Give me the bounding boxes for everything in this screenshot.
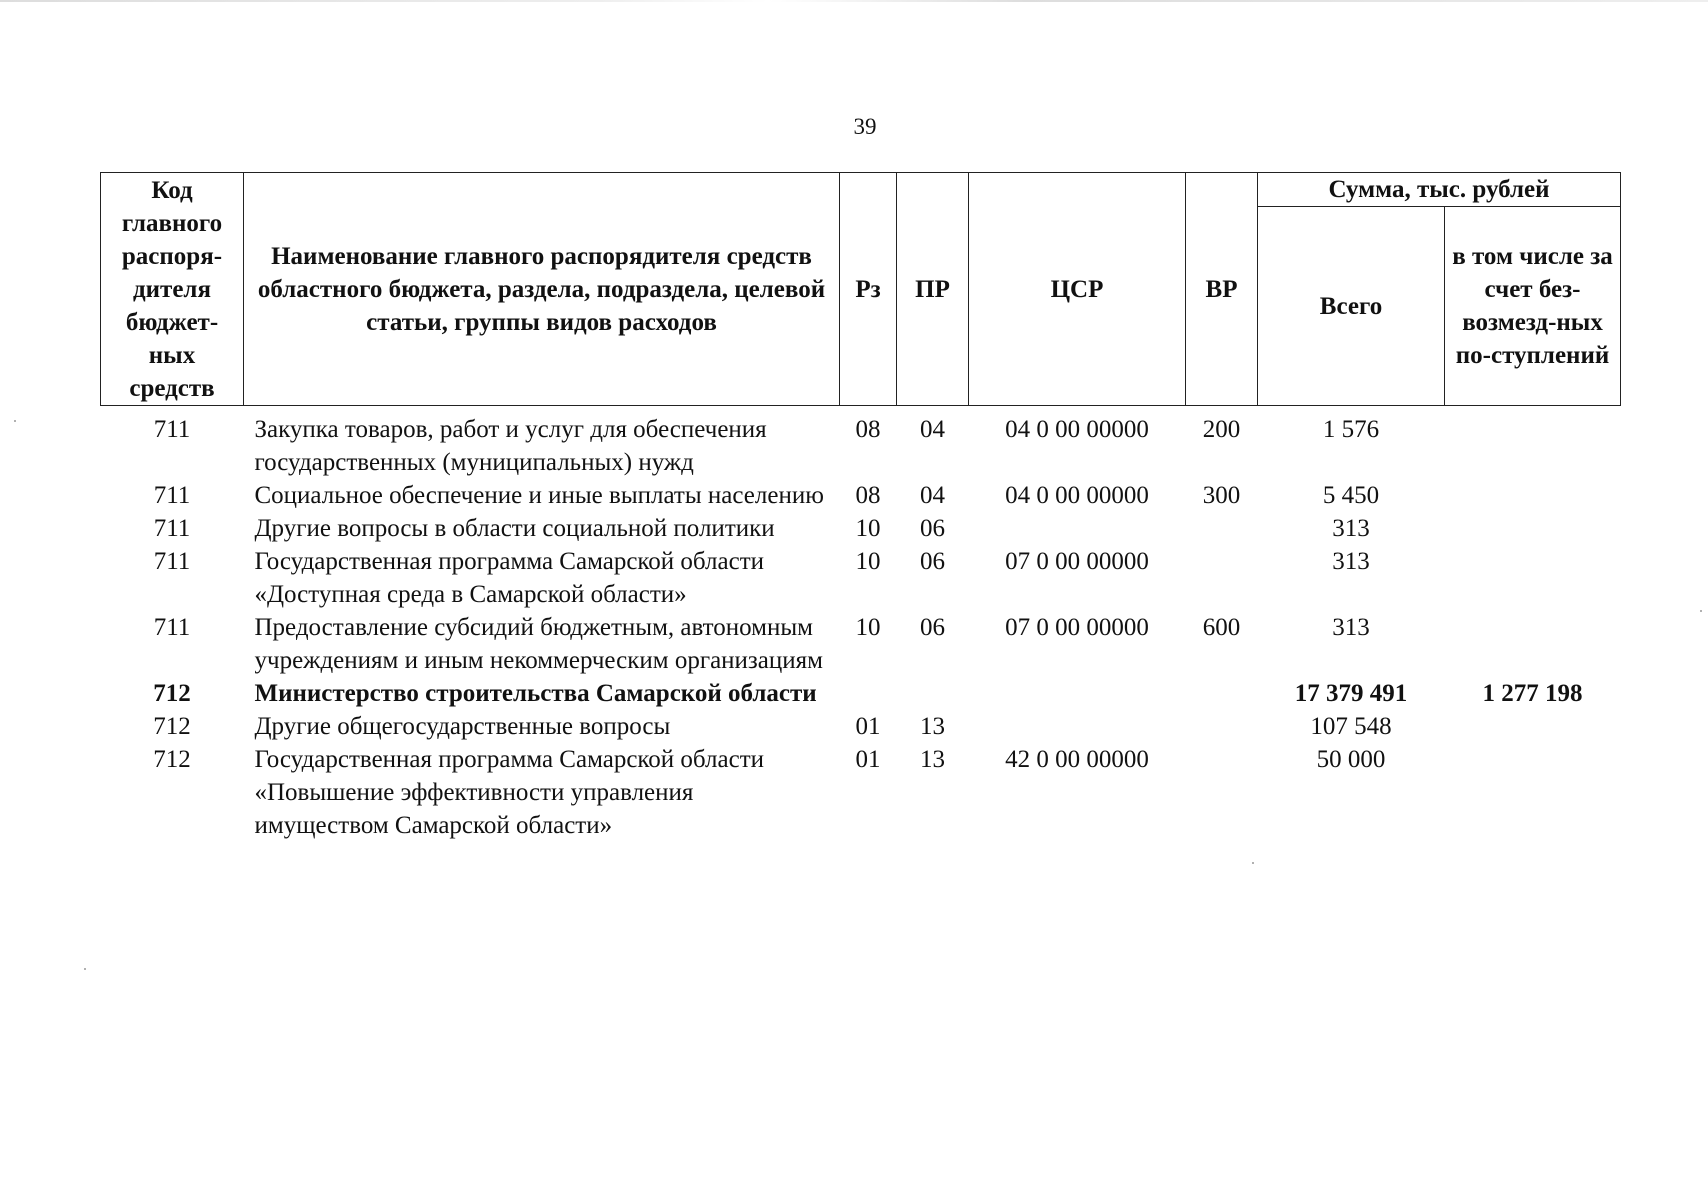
row-name: Предоставление субсидий бюджетным, автономным учреждениям и иным некоммерческим организациям [254,614,823,674]
row-rz: 10 [855,614,881,641]
row-code: 711 [153,515,191,542]
row-csr: 07 0 00 00000 [1005,614,1149,641]
header-name: Наименование главного распорядителя средств областного бюджета, раздела, подраздела, целевой статьи, группы видов расходов [244,173,840,406]
row-csr: 04 0 00 00000 [1005,482,1149,509]
row-total: 1 576 [1322,416,1380,443]
row-csr: 04 0 00 00000 [1005,416,1149,443]
row-csr: 07 0 00 00000 [1005,548,1149,575]
row-total: 50 000 [1316,746,1386,773]
scan-speck [84,968,86,970]
scan-speck [14,420,16,422]
row-vr [1186,677,1258,710]
row-incl [1445,479,1621,512]
table-row [101,479,1621,512]
row-name: Социальное обеспечение и иные выплаты населению [254,482,824,509]
row-name: Закупка товаров, работ и услуг для обеспечения государственных (муниципальных) нужд [254,416,767,476]
table-row [101,406,1621,480]
header-vr: ВР [1186,173,1258,406]
table-row [101,512,1621,545]
row-pr [897,677,969,710]
row-code: 712 [153,713,191,740]
budget-table [100,172,1621,842]
row-total: 313 [1332,515,1370,542]
row-code: 711 [153,482,191,509]
header-csr: ЦСР [969,173,1186,406]
header-code: Код главного распоря-дителя бюджет-ных средств [101,173,244,406]
row-csr [969,677,1186,710]
row-vr [1186,512,1258,545]
row-name: Министерство строительства Самарской области [254,680,817,707]
row-pr: 04 [920,416,945,443]
header-total: Всего [1258,207,1445,406]
row-total: 313 [1332,614,1370,641]
row-incl [1445,512,1621,545]
row-code: 712 [153,680,191,707]
row-total: 107 548 [1310,713,1392,740]
row-total: 17 379 491 [1294,680,1408,707]
row-incl: 1 277 198 [1482,680,1583,707]
row-vr: 300 [1202,482,1241,509]
header-pr: ПР [897,173,969,406]
row-code: 711 [153,614,191,641]
row-pr: 13 [920,713,945,740]
row-name: Другие общегосударственные вопросы [254,713,671,740]
row-pr: 06 [920,515,945,542]
row-csr [969,710,1186,743]
row-name: Государственная программа Самарской области «Доступная среда в Самарской области» [254,548,764,608]
row-vr [1186,545,1258,611]
row-rz: 10 [855,515,881,542]
row-incl [1445,743,1621,842]
row-vr: 600 [1202,614,1241,641]
row-code: 711 [153,416,191,443]
scan-edge [0,0,1708,2]
row-total: 5 450 [1322,482,1380,509]
row-name: Государственная программа Самарской области «Повышение эффективности управления имуществом Самарской области» [254,746,764,839]
header-sum: Сумма, тыс. рублей [1258,173,1621,207]
row-incl [1445,611,1621,677]
table-row [101,710,1621,743]
row-rz: 08 [855,416,881,443]
header-incl: в том числе за счет без-возмезд-ных по-ступлений [1445,207,1621,406]
row-name: Другие вопросы в области социальной политики [254,515,775,542]
row-incl [1445,406,1621,480]
table-row [101,743,1621,842]
row-pr: 06 [920,548,945,575]
table-row [101,611,1621,677]
row-csr: 42 0 00 00000 [1005,746,1149,773]
row-vr [1186,743,1258,842]
table-row [101,545,1621,611]
row-rz: 10 [855,548,881,575]
table-row [101,677,1621,710]
row-rz: 08 [855,482,881,509]
row-code: 712 [153,746,191,773]
page-number: 39 [853,114,877,139]
row-pr: 06 [920,614,945,641]
row-vr [1186,710,1258,743]
row-rz: 01 [855,713,881,740]
row-rz [840,677,897,710]
row-incl [1445,710,1621,743]
row-rz: 01 [855,746,881,773]
row-vr: 200 [1202,416,1241,443]
header-rz: Рз [840,173,897,406]
row-pr: 13 [920,746,945,773]
row-csr [969,512,1186,545]
scan-speck [1700,610,1702,612]
row-total: 313 [1332,548,1370,575]
scan-speck [1252,862,1254,864]
row-incl [1445,545,1621,611]
row-code: 711 [153,548,191,575]
row-pr: 04 [920,482,945,509]
